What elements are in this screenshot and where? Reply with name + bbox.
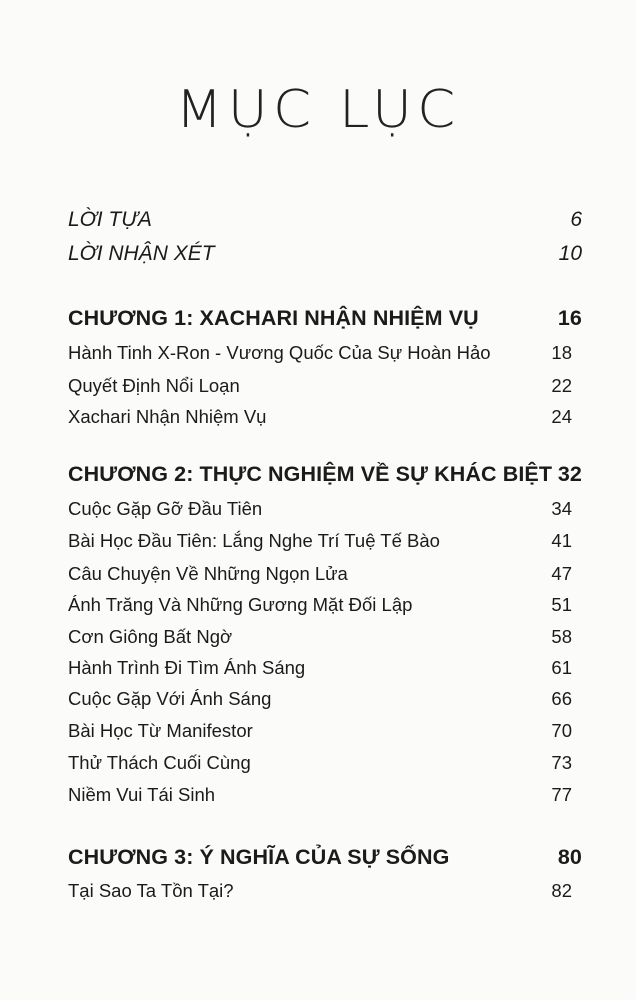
entry-page: 34 [551, 498, 572, 519]
chapter-page: 16 [557, 306, 582, 330]
entry-page: 70 [551, 720, 572, 741]
entry-page: 58 [551, 626, 572, 647]
toc-entry [68, 498, 582, 520]
entry-label: Bài Học Từ Manifestor [68, 720, 253, 741]
chapter-label: CHƯƠNG 2: THỰC NGHIỆM VỀ SỰ KHÁC BIỆT [68, 462, 553, 486]
toc-entry [68, 752, 582, 774]
entry-label: Ánh Trăng Và Những Gương Mặt Đối Lập [68, 594, 413, 615]
entry-page: 73 [551, 752, 572, 773]
toc-entry [68, 880, 582, 902]
toc-entry [68, 657, 582, 679]
entry-label: Quyết Định Nổi Loạn [68, 375, 240, 396]
entry-label: Thử Thách Cuối Cùng [68, 752, 251, 773]
entry-page: 82 [551, 880, 572, 901]
entry-label: LỜI NHẬN XÉT [68, 242, 215, 265]
entry-label: Xachari Nhận Nhiệm Vụ [68, 406, 267, 427]
entry-page: 66 [551, 688, 572, 709]
toc-entry [68, 563, 582, 585]
toc-entry-review [68, 242, 582, 266]
entry-label: Câu Chuyện Về Những Ngọn Lửa [68, 563, 348, 584]
entry-page: 41 [551, 530, 572, 551]
entry-page: 24 [551, 406, 572, 427]
entry-page: 51 [551, 594, 572, 615]
chapter-heading-2 [68, 462, 582, 487]
page-title: MỤC LỤC [175, 80, 461, 140]
entry-label: LỜI TỰA [68, 208, 152, 231]
entry-page: 47 [551, 563, 572, 584]
toc-entry-foreword [68, 208, 582, 232]
entry-label: Tại Sao Ta Tồn Tại? [68, 880, 234, 901]
chapter-label: CHƯƠNG 3: Ý NGHĨA CỦA SỰ SỐNG [68, 845, 450, 869]
entry-label: Hành Trình Đi Tìm Ánh Sáng [68, 657, 306, 678]
toc-entry [68, 375, 582, 397]
entry-page: 22 [551, 375, 572, 396]
entry-label: Cơn Giông Bất Ngờ [68, 626, 233, 647]
entry-label: Niềm Vui Tái Sinh [68, 784, 216, 805]
chapter-label: CHƯƠNG 1: XACHARI NHẬN NHIỆM VỤ [68, 306, 479, 330]
entry-page: 18 [551, 342, 572, 363]
toc-entry [68, 530, 582, 552]
toc-entry [68, 626, 582, 648]
toc-entry [68, 720, 582, 742]
toc-entry [68, 406, 582, 428]
chapter-page: 80 [557, 845, 582, 869]
entry-page: 77 [551, 784, 572, 805]
toc-entry [68, 784, 582, 806]
toc-entry [68, 342, 582, 364]
entry-label: Cuộc Gặp Gỡ Đầu Tiên [68, 498, 263, 519]
toc-entry [68, 688, 582, 710]
toc-entry [68, 594, 582, 616]
chapter-heading-1 [68, 306, 582, 331]
entry-page: 6 [570, 208, 582, 231]
chapter-page: 32 [557, 462, 582, 486]
entry-page: 10 [558, 242, 582, 265]
entry-label: Hành Tinh X-Ron - Vương Quốc Của Sự Hoàn Hảo [68, 342, 491, 363]
entry-page: 61 [551, 657, 572, 678]
entry-label: Bài Học Đầu Tiên: Lắng Nghe Trí Tuệ Tế Bào [68, 530, 440, 551]
entry-label: Cuộc Gặp Với Ánh Sáng [68, 688, 272, 709]
chapter-heading-3 [68, 845, 582, 870]
